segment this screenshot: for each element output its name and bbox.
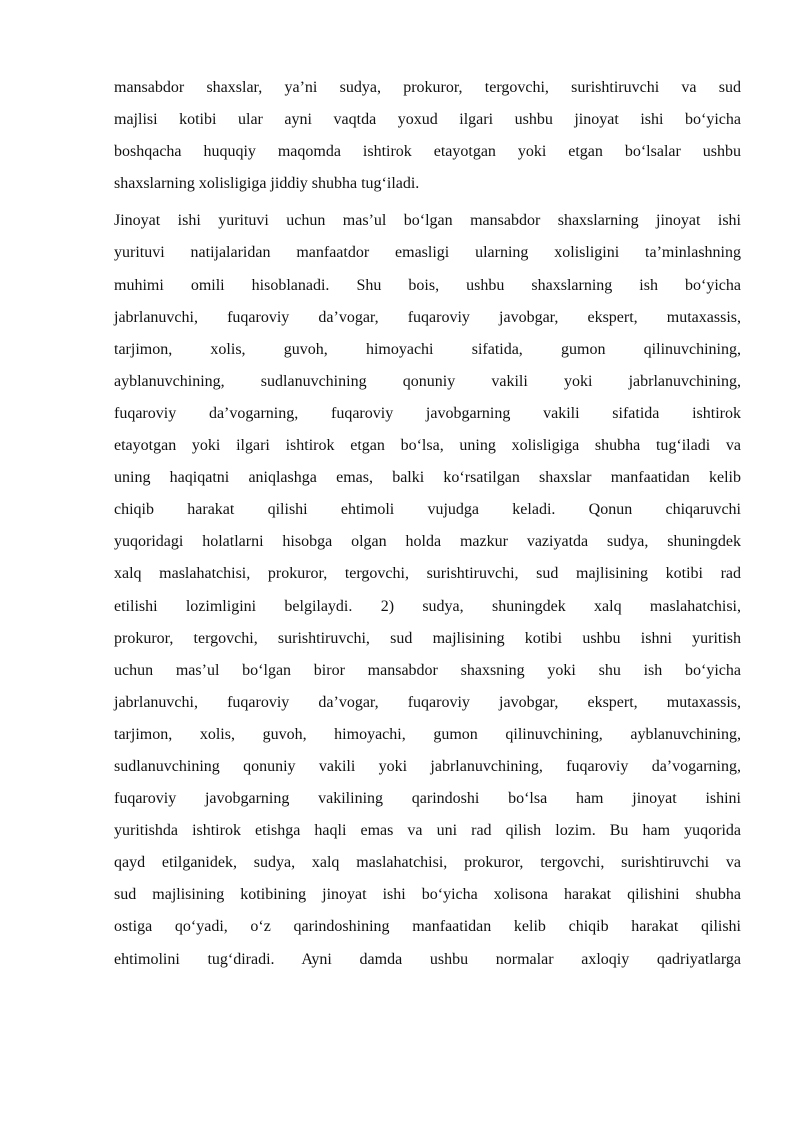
text-line: sudlanuvchining qonuniy vakili yoki jabrlanuvchining, fuqaroviy da’vogarning, (114, 757, 741, 775)
text-line: ostiga qo‘yadi, o‘z qarindoshining manfaatidan kelib chiqib harakat qilishi (114, 918, 741, 936)
text-line: majlisi kotibi ular ayni vaqtda yoxud ilgari ushbu jinoyat ishi bo‘yicha (114, 111, 741, 129)
text-line: prokuror, tergovchi, surishtiruvchi, sud majlisining kotibi ushbu ishni yuritish (114, 629, 741, 647)
text-line: etayotgan yoki ilgari ishtirok etgan bo‘lsa, uning xolisligiga shubha tug‘iladi va (114, 437, 741, 455)
text-line: chiqib harakat qilishi ehtimoli vujudga keladi. Qonun chiqaruvchi (114, 501, 741, 519)
text-line: mansabdor shaxslar, ya’ni sudya, prokuror, tergovchi, surishtiruvchi va sud (114, 79, 741, 96)
text-line: uchun mas’ul bo‘lgan biror mansabdor shaxsning yoki shu ish bo‘yicha (114, 661, 741, 679)
document-page (114, 72, 741, 976)
text-line: tarjimon, xolis, guvoh, himoyachi sifatida, gumon qilinuvchining, (114, 340, 741, 358)
text-line: uning haqiqatni aniqlashga emas, balki ko‘rsatilgan shaxslar manfaatidan kelib (114, 469, 741, 487)
paragraph (114, 205, 741, 975)
text-line: fuqaroviy javobgarning vakilining qarindoshi bo‘lsa ham jinoyat ishini (114, 790, 741, 808)
paragraph (114, 72, 741, 200)
text-line: yuritishda ishtirok etishga haqli emas va uni rad qilish lozim. Bu ham yuqorida (114, 822, 741, 840)
text-line: yurituvi natijalaridan manfaatdor emasligi ularning xolisligini ta’minlashning (114, 244, 741, 262)
text-line: shaxslarning xolisligiga jiddiy shubha tug‘iladi. (114, 175, 420, 193)
text-line: boshqacha huquqiy maqomda ishtirok etayotgan yoki etgan bo‘lsalar ushbu (114, 143, 741, 161)
text-line: fuqaroviy da’vogarning, fuqaroviy javobgarning vakili sifatida ishtirok (114, 404, 741, 422)
text-line: ehtimolini tug‘diradi. Ayni damda ushbu normalar axloqiy qadriyatlarga (114, 950, 741, 968)
text-line: ayblanuvchining, sudlanuvchining qonuniy vakili yoki jabrlanuvchining, (114, 372, 741, 390)
text-line: tarjimon, xolis, guvoh, himoyachi, gumon qilinuvchining, ayblanuvchining, (114, 725, 741, 743)
text-line: jabrlanuvchi, fuqaroviy da’vogar, fuqaroviy javobgar, ekspert, mutaxassis, (114, 308, 741, 326)
text-line: etilishi lozimligini belgilaydi. 2) sudya, shuningdek xalq maslahatchisi, (114, 597, 741, 615)
text-line: Jinoyat ishi yurituvi uchun mas’ul bo‘lgan mansabdor shaxslarning jinoyat ishi (114, 212, 741, 230)
text-line: xalq maslahatchisi, prokuror, tergovchi, surishtiruvchi, sud majlisining kotibi rad (114, 565, 741, 583)
text-line: qayd etilganidek, sudya, xalq maslahatchisi, prokuror, tergovchi, surishtiruvchi va (114, 854, 741, 872)
text-line: muhimi omili hisoblanadi. Shu bois, ushbu shaxslarning ish bo‘yicha (114, 276, 741, 294)
text-line: jabrlanuvchi, fuqaroviy da’vogar, fuqaroviy javobgar, ekspert, mutaxassis, (114, 693, 741, 711)
text-line: sud majlisining kotibining jinoyat ishi bo‘yicha xolisona harakat qilishini shubha (114, 886, 741, 904)
text-line: yuqoridagi holatlarni hisobga olgan holda mazkur vaziyatda sudya, shuningdek (114, 533, 741, 551)
